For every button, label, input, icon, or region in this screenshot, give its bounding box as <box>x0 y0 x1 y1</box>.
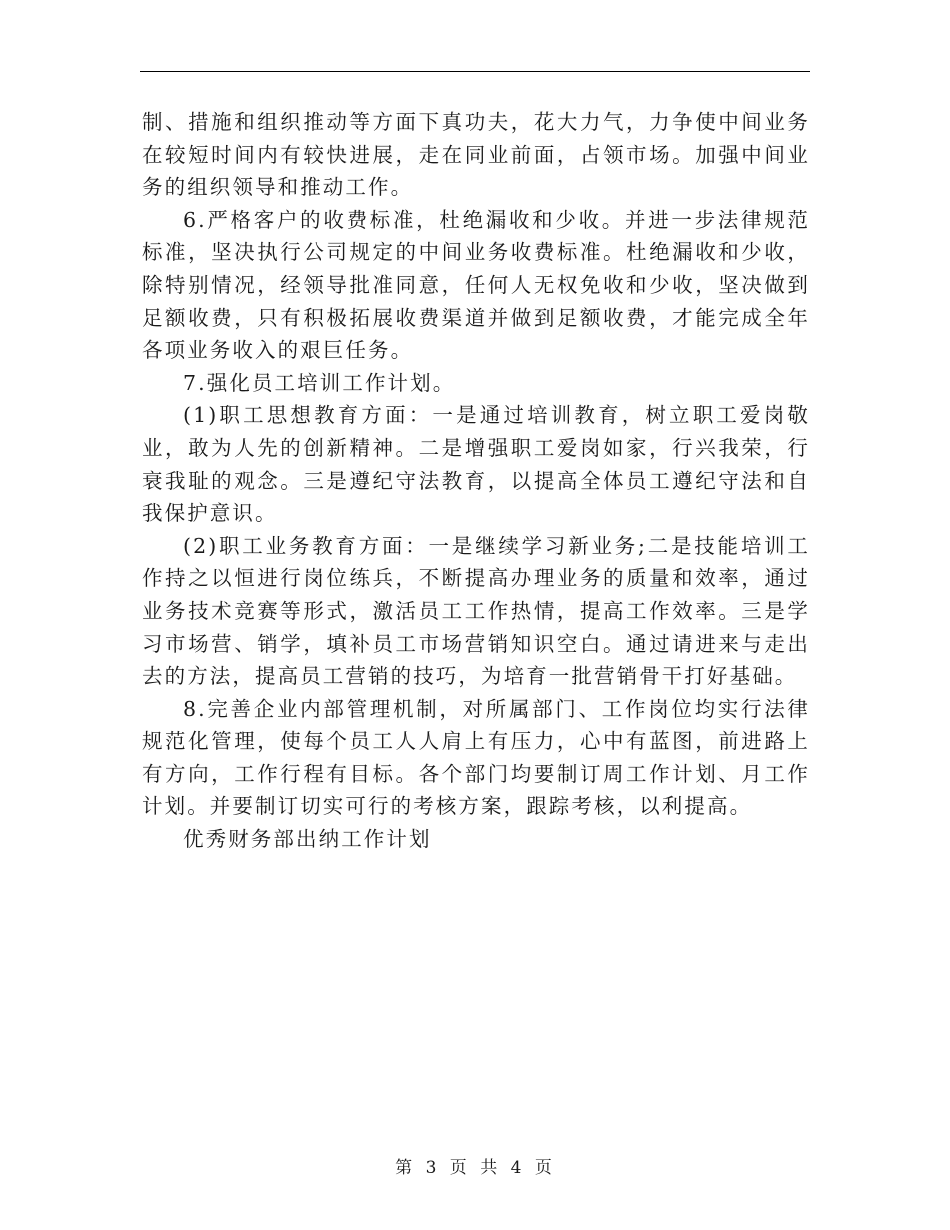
paragraph-management-mechanism: 8.完善企业内部管理机制，对所属部门、工作岗位均实行法律规范化管理，使每个员工人人肩上有压力，心中有蓝图，前进路上有方向，工作行程有目标。各个部门均要制订周工作计划、月工作计划。并要制订切实可行的考核方案，跟踪考核，以利提高。 <box>142 696 810 819</box>
paragraph-training-heading: 7.强化员工培训工作计划。 <box>183 370 456 395</box>
paragraph-continuation: 制、措施和组织推动等方面下真功夫，花大力气，力争使中间业务在较短时间内有较快进展，走在同业前面，占领市场。加强中间业务的组织领导和推动工作。 <box>142 110 810 200</box>
document-body <box>142 106 810 856</box>
paragraph-next-section-title: 优秀财务部出纳工作计划 <box>183 827 432 852</box>
paragraph-business-education: (2)职工业务教育方面：一是继续学习新业务;二是技能培训工作持之以恒进行岗位练兵，不断提高办理业务的质量和效率，通过业务技术竞赛等形式，激活员工工作热情，提高工作效率。三是学习市场营、销学，填补员工市场营销知识空白。通过请进来与走出去的方法，提高员工营销的技巧，为培育一批营销骨干打好基础。 <box>142 533 810 689</box>
paragraph-ideological-education: (1)职工思想教育方面：一是通过培训教育，树立职工爱岗敬业，敢为人先的创新精神。二是增强职工爱岗如家，行兴我荣，行衰我耻的观念。三是遵纪守法教育，以提高全体员工遵纪守法和自我保护意识。 <box>142 403 810 526</box>
header-rule <box>140 71 810 72</box>
page-number-footer: 第 3 页 共 4 页 <box>395 1158 555 1178</box>
paragraph-fee-standards: 6.严格客户的收费标准，杜绝漏收和少收。并进一步法律规范标准，坚决执行公司规定的中间业务收费标准。杜绝漏收和少收，除特别情况，经领导批准同意，任何人无权免收和少收，坚决做到足额收费，只有积极拓展收费渠道并做到足额收费，才能完成全年各项业务收入的艰巨任务。 <box>142 207 810 363</box>
